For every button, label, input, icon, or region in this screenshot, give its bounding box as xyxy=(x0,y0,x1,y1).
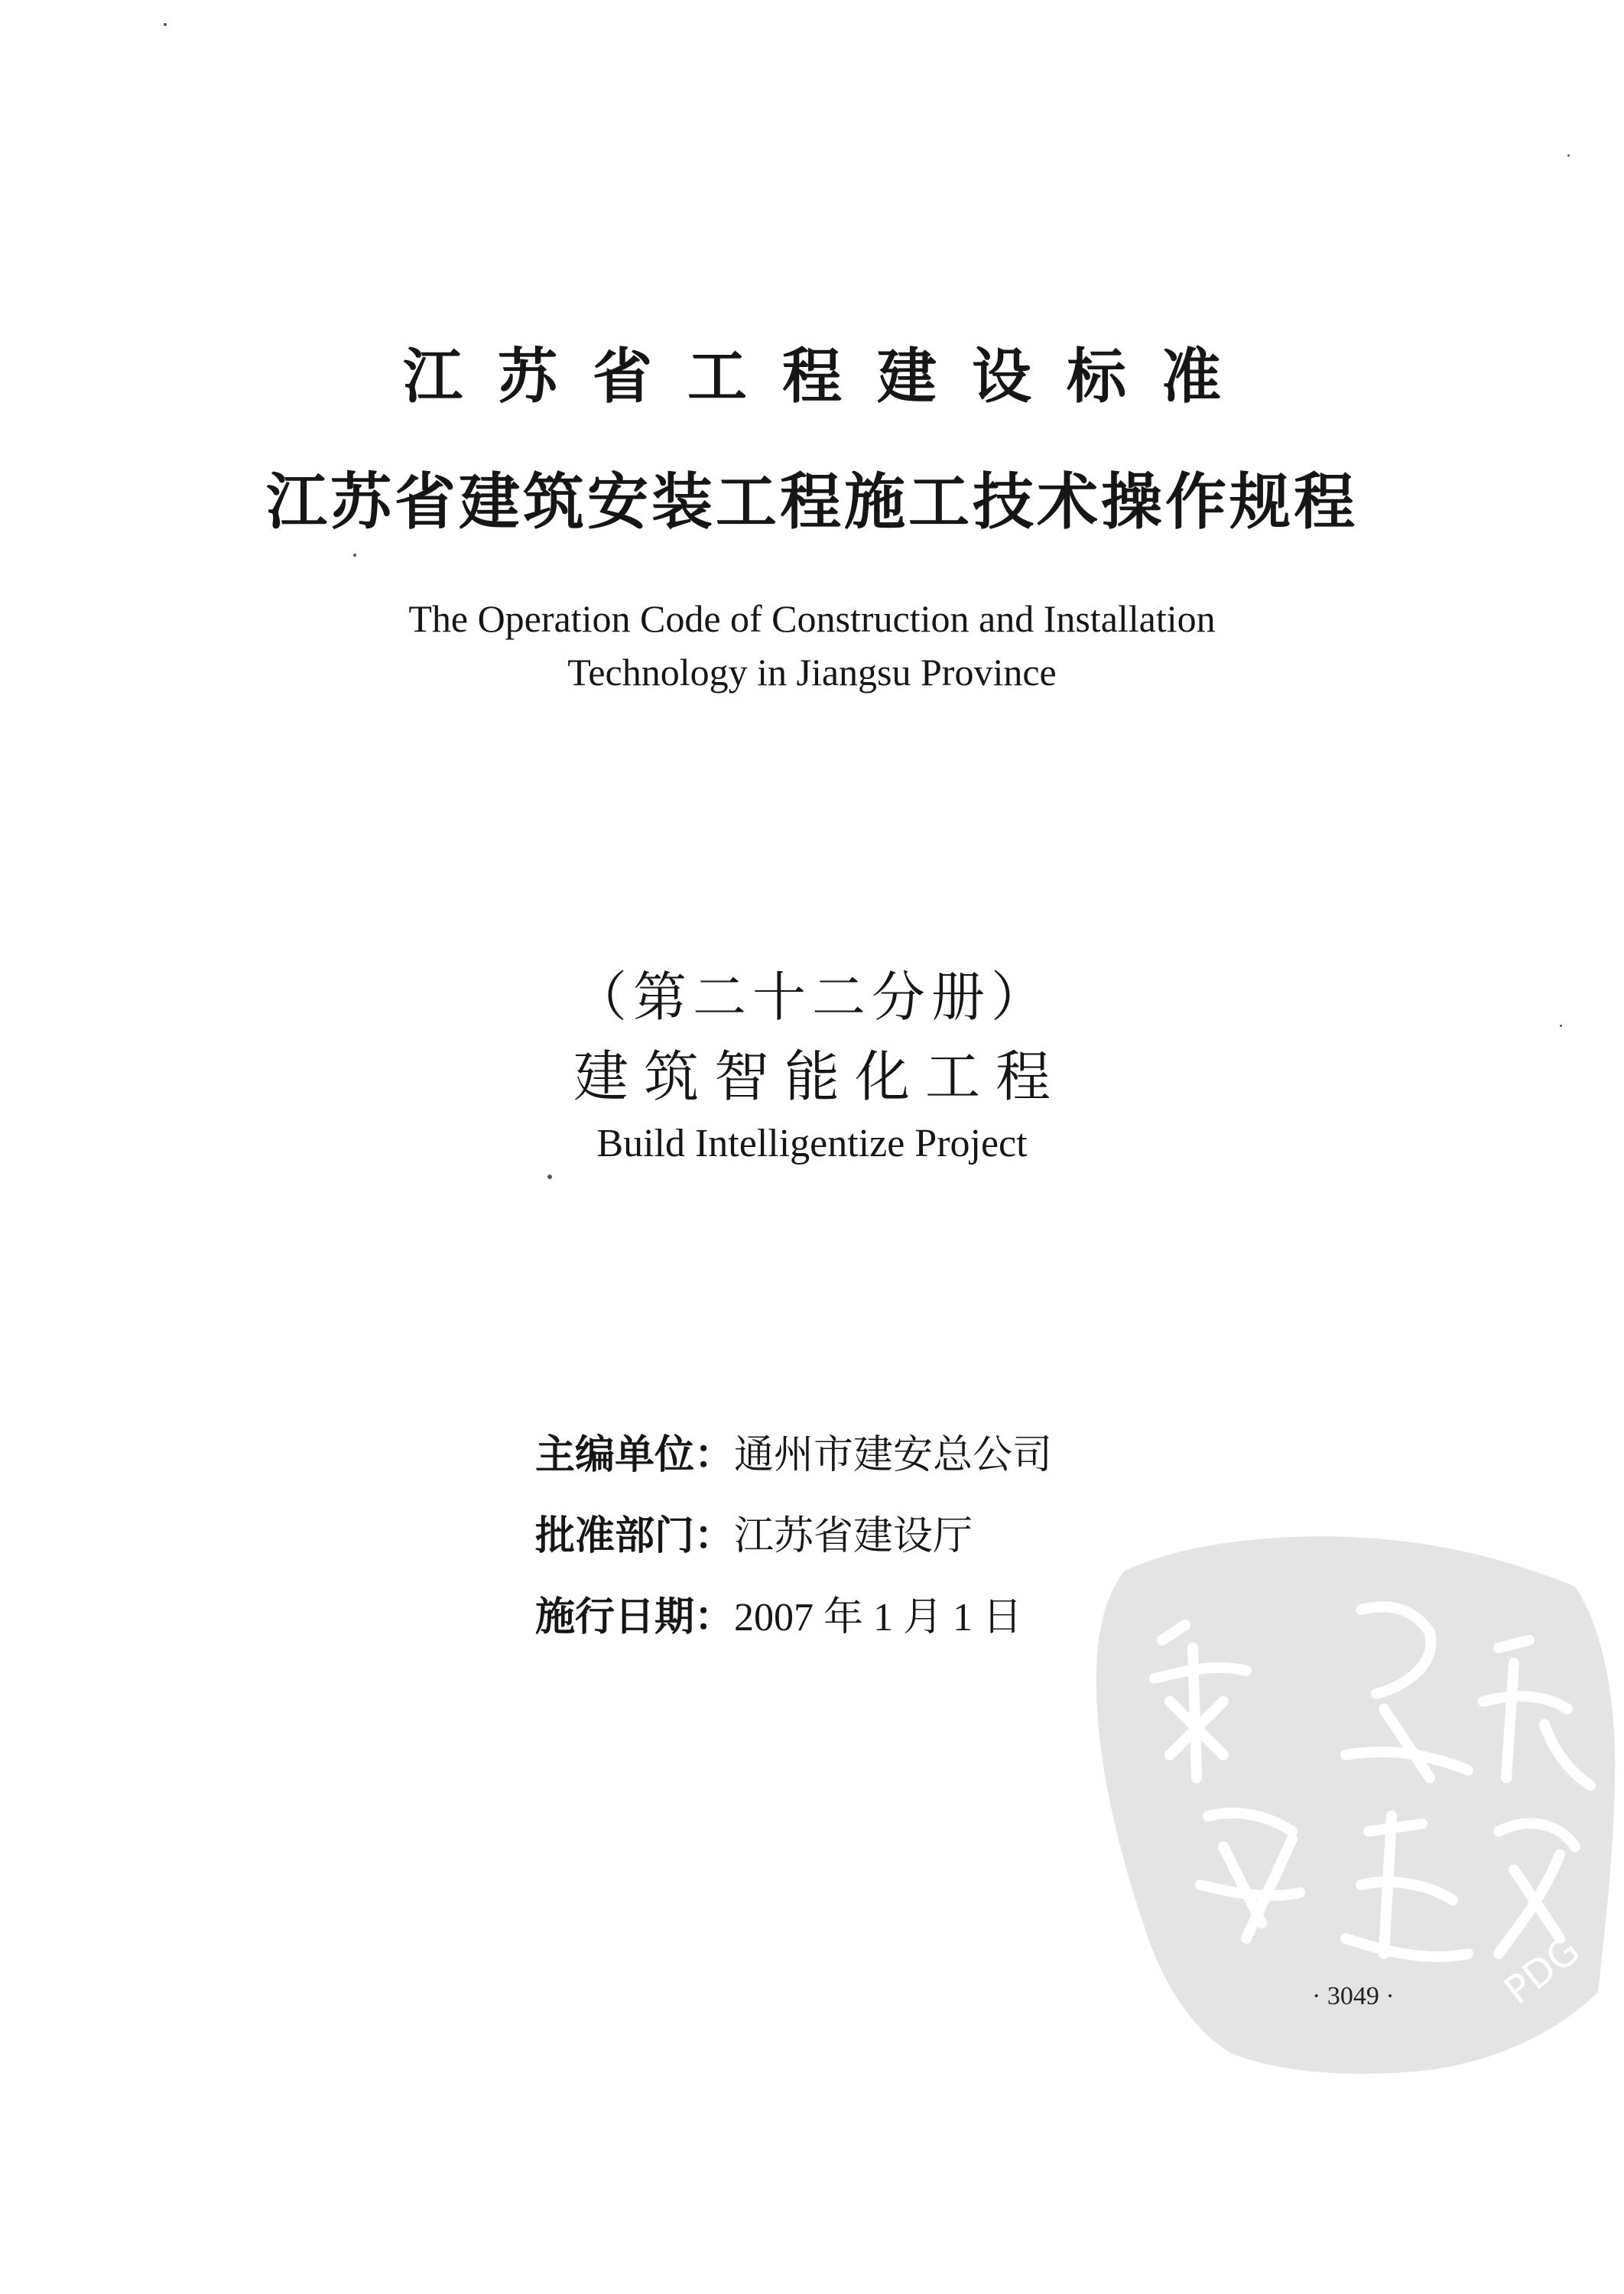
english-title-line-1: The Operation Code of Construction and Installation xyxy=(408,597,1216,640)
effective-date-label: 施行日期： xyxy=(535,1594,735,1640)
chief-editor-label: 主编单位： xyxy=(535,1432,735,1478)
approval-department-value: 江苏省建设厅 xyxy=(734,1513,973,1559)
main-title: 江苏省建筑安装工程施工技术操作规程 xyxy=(266,466,1358,538)
scan-speck xyxy=(547,1175,552,1179)
effective-date-row xyxy=(535,1584,1022,1642)
volume-english-title: Build Intelligentize Project xyxy=(596,1122,1028,1165)
approval-department-row xyxy=(535,1503,973,1561)
english-title-line-2: Technology in Jiangsu Province xyxy=(567,651,1057,694)
volume-label: （第二十二分册） xyxy=(573,966,1051,1028)
chief-editor-row xyxy=(535,1422,1052,1480)
scan-speck xyxy=(1567,154,1570,157)
seal-watermark-text: PDG xyxy=(1496,1927,1589,2013)
volume-title: 建筑智能化工程 xyxy=(573,1045,1066,1109)
page-number: · 3049 · xyxy=(1312,1982,1395,2010)
approval-department-label: 批准部门： xyxy=(535,1513,735,1559)
series-title: 江苏省工程建设标准 xyxy=(402,343,1256,411)
effective-date-value: 2007 年 1 月 1 日 xyxy=(734,1596,1023,1639)
chief-editor-value: 通州市建安总公司 xyxy=(734,1432,1053,1478)
scan-speck xyxy=(353,554,356,557)
scan-speck xyxy=(164,23,167,26)
